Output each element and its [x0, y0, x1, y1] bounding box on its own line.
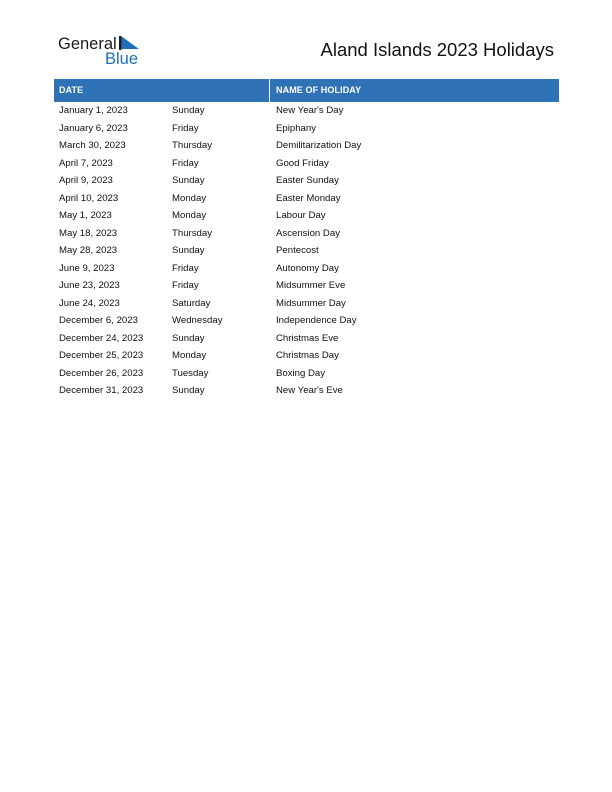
table-row	[54, 172, 559, 190]
cell-holiday-name: Labour Day	[276, 210, 326, 221]
table-row	[54, 365, 559, 383]
cell-date: April 10, 2023	[59, 192, 119, 204]
table-row	[54, 347, 559, 365]
logo-text-blue: Blue	[105, 50, 139, 68]
cell-weekday: Monday	[172, 210, 207, 221]
cell-holiday-name: Independence Day	[276, 315, 357, 326]
table-row	[54, 120, 559, 138]
cell-date: December 25, 2023	[59, 350, 144, 361]
cell-weekday: Sunday	[172, 175, 205, 186]
table-body	[54, 102, 559, 400]
cell-weekday: Sunday	[172, 105, 205, 116]
holiday-table	[54, 79, 559, 400]
table-row	[54, 382, 559, 400]
cell-date: May 1, 2023	[59, 210, 112, 221]
cell-holiday-name: Epiphany	[276, 122, 317, 134]
cell-holiday-name: Christmas Day	[276, 350, 339, 361]
cell-weekday: Friday	[172, 262, 199, 274]
cell-date: April 7, 2023	[59, 157, 113, 169]
cell-date: March 30, 2023	[59, 140, 126, 151]
cell-holiday-name: Demilitarization Day	[276, 140, 362, 151]
cell-holiday-name: Midsummer Day	[276, 297, 346, 309]
cell-date: December 31, 2023	[59, 385, 144, 396]
table-row	[54, 330, 559, 348]
cell-date: January 6, 2023	[59, 122, 128, 134]
triangle-flag-icon	[119, 36, 139, 50]
cell-weekday: Sunday	[172, 245, 205, 256]
cell-date: June 9, 2023	[59, 262, 115, 274]
cell-holiday-name: New Year's Day	[276, 105, 344, 116]
cell-date: April 9, 2023	[59, 175, 113, 186]
table-row	[54, 207, 559, 225]
table-row	[54, 277, 559, 295]
table-row	[54, 312, 559, 330]
cell-weekday: Friday	[172, 122, 199, 134]
cell-holiday-name: Ascension Day	[276, 227, 340, 239]
cell-holiday-name: Autonomy Day	[276, 262, 339, 274]
cell-weekday: Thursday	[172, 227, 212, 239]
cell-weekday: Friday	[172, 280, 199, 291]
cell-date: June 23, 2023	[59, 280, 120, 291]
cell-date: May 18, 2023	[59, 227, 118, 239]
cell-date: May 28, 2023	[59, 245, 118, 256]
cell-weekday: Sunday	[172, 332, 205, 344]
page-title: Aland Islands 2023 Holidays	[320, 39, 554, 60]
cell-weekday: Wednesday	[172, 315, 223, 326]
table-row	[54, 155, 559, 173]
table-row	[54, 260, 559, 278]
cell-holiday-name: Boxing Day	[276, 367, 326, 379]
cell-weekday: Thursday	[172, 140, 212, 151]
table-row	[54, 137, 559, 155]
cell-date: December 26, 2023	[59, 367, 144, 379]
logo	[58, 34, 148, 68]
cell-weekday: Tuesday	[172, 367, 209, 379]
table-row	[54, 295, 559, 313]
cell-holiday-name: Pentecost	[276, 245, 319, 256]
cell-weekday: Friday	[172, 157, 199, 169]
cell-weekday: Monday	[172, 192, 207, 204]
logo-text-general: General	[58, 35, 117, 53]
cell-date: December 24, 2023	[59, 332, 144, 344]
table-row	[54, 242, 559, 260]
cell-holiday-name: Easter Monday	[276, 192, 341, 204]
header-divider	[269, 79, 270, 102]
table-header	[54, 79, 559, 102]
cell-date: June 24, 2023	[59, 297, 120, 309]
cell-weekday: Monday	[172, 350, 207, 361]
cell-holiday-name: Good Friday	[276, 157, 329, 169]
cell-date: January 1, 2023	[59, 105, 128, 116]
table-row	[54, 102, 559, 120]
table-row	[54, 190, 559, 208]
cell-holiday-name: Easter Sunday	[276, 175, 339, 186]
cell-date: December 6, 2023	[59, 315, 138, 326]
cell-weekday: Saturday	[172, 297, 211, 309]
cell-holiday-name: Christmas Eve	[276, 332, 339, 344]
cell-weekday: Sunday	[172, 385, 205, 396]
cell-holiday-name: Midsummer Eve	[276, 280, 346, 291]
column-header-holiday-name: NAME OF HOLIDAY	[276, 85, 362, 95]
table-row	[54, 225, 559, 243]
cell-holiday-name: New Year's Eve	[276, 385, 343, 396]
column-header-date: DATE	[59, 85, 84, 95]
